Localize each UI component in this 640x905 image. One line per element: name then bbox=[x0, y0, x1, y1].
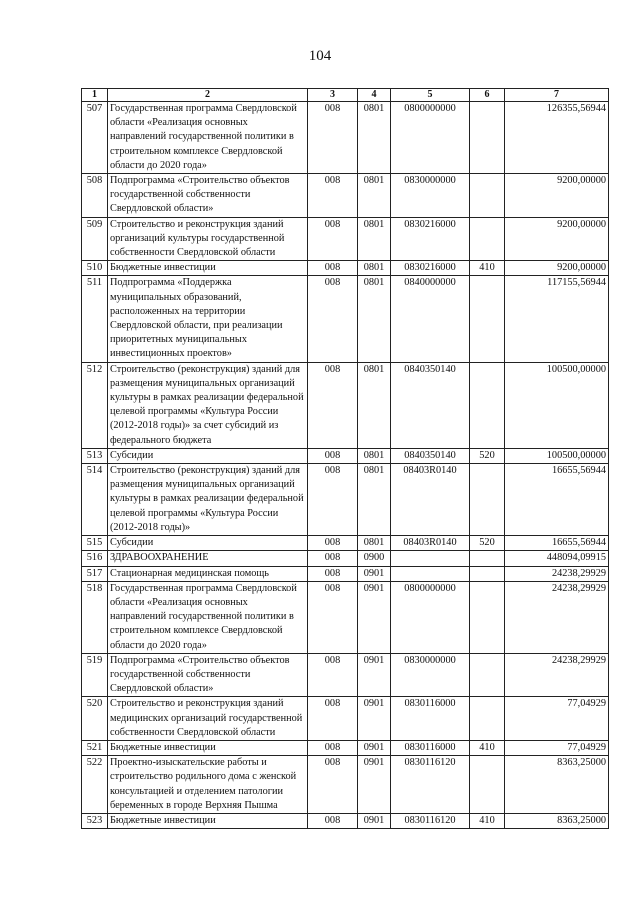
row-name: Бюджетные инвестиции bbox=[108, 813, 308, 828]
expense-type-code bbox=[470, 551, 505, 566]
table-row bbox=[82, 653, 609, 697]
table-row bbox=[82, 581, 609, 653]
row-name: Строительство и реконструкция зданий медицинских организаций государственной собственности Свердловской области bbox=[108, 697, 308, 741]
section-code: 0901 bbox=[358, 581, 391, 653]
amount: 9200,00000 bbox=[505, 261, 609, 276]
expense-type-code bbox=[470, 276, 505, 362]
row-name: Бюджетные инвестиции bbox=[108, 261, 308, 276]
ministry-code: 008 bbox=[308, 813, 358, 828]
amount: 8363,25000 bbox=[505, 813, 609, 828]
column-header: 4 bbox=[358, 89, 391, 102]
target-article-code: 0830116120 bbox=[391, 813, 470, 828]
column-header: 5 bbox=[391, 89, 470, 102]
table-body bbox=[82, 102, 609, 829]
row-number: 523 bbox=[82, 813, 108, 828]
amount: 24238,29929 bbox=[505, 566, 609, 581]
row-name: Бюджетные инвестиции bbox=[108, 740, 308, 755]
amount: 8363,25000 bbox=[505, 756, 609, 814]
target-article-code bbox=[391, 566, 470, 581]
table-row bbox=[82, 551, 609, 566]
amount: 126355,56944 bbox=[505, 102, 609, 174]
section-code: 0801 bbox=[358, 276, 391, 362]
expense-type-code bbox=[470, 697, 505, 741]
expense-type-code: 410 bbox=[470, 813, 505, 828]
target-article-code: 0840350140 bbox=[391, 448, 470, 463]
budget-table bbox=[81, 88, 609, 829]
expense-type-code: 410 bbox=[470, 261, 505, 276]
ministry-code: 008 bbox=[308, 740, 358, 755]
table-row bbox=[82, 217, 609, 261]
row-number: 514 bbox=[82, 464, 108, 536]
row-name: Государственная программа Свердловской области «Реализация основных направлений государственной политики в строительном комплексе Свердловской области до 2020 года» bbox=[108, 102, 308, 174]
expense-type-code bbox=[470, 756, 505, 814]
row-number: 512 bbox=[82, 362, 108, 448]
table-row bbox=[82, 536, 609, 551]
column-header: 6 bbox=[470, 89, 505, 102]
table-header bbox=[82, 89, 609, 102]
section-code: 0801 bbox=[358, 261, 391, 276]
amount: 16655,56944 bbox=[505, 464, 609, 536]
target-article-code: 0840350140 bbox=[391, 362, 470, 448]
column-header: 7 bbox=[505, 89, 609, 102]
row-name: Проектно-изыскательские работы и строительство родильного дома с женской консультацией и отделением патологии беременных в городе Верхняя Пышма bbox=[108, 756, 308, 814]
row-number: 509 bbox=[82, 217, 108, 261]
row-number: 508 bbox=[82, 174, 108, 218]
target-article-code: 08403R0140 bbox=[391, 536, 470, 551]
column-header: 1 bbox=[82, 89, 108, 102]
section-code: 0901 bbox=[358, 756, 391, 814]
expense-type-code bbox=[470, 362, 505, 448]
table-row bbox=[82, 362, 609, 448]
table-row bbox=[82, 102, 609, 174]
row-number: 518 bbox=[82, 581, 108, 653]
section-code: 0901 bbox=[358, 697, 391, 741]
expense-type-code bbox=[470, 217, 505, 261]
section-code: 0801 bbox=[358, 174, 391, 218]
amount: 24238,29929 bbox=[505, 581, 609, 653]
amount: 100500,00000 bbox=[505, 448, 609, 463]
ministry-code: 008 bbox=[308, 261, 358, 276]
header-row bbox=[82, 89, 609, 102]
expense-type-code bbox=[470, 174, 505, 218]
row-number: 519 bbox=[82, 653, 108, 697]
expense-type-code bbox=[470, 566, 505, 581]
target-article-code: 0830000000 bbox=[391, 653, 470, 697]
row-number: 520 bbox=[82, 697, 108, 741]
row-number: 511 bbox=[82, 276, 108, 362]
column-header: 3 bbox=[308, 89, 358, 102]
expense-type-code: 520 bbox=[470, 448, 505, 463]
table-row bbox=[82, 697, 609, 741]
target-article-code: 0800000000 bbox=[391, 102, 470, 174]
section-code: 0801 bbox=[358, 464, 391, 536]
ministry-code: 008 bbox=[308, 536, 358, 551]
row-name: Подпрограмма «Поддержка муниципальных образований, расположенных на территории Свердловской области, при реализации приоритетных муниципальных инвестиционных проектов» bbox=[108, 276, 308, 362]
row-number: 516 bbox=[82, 551, 108, 566]
target-article-code: 0830216000 bbox=[391, 217, 470, 261]
target-article-code: 0830116120 bbox=[391, 756, 470, 814]
row-number: 513 bbox=[82, 448, 108, 463]
table-row bbox=[82, 276, 609, 362]
ministry-code: 008 bbox=[308, 566, 358, 581]
table-row bbox=[82, 813, 609, 828]
ministry-code: 008 bbox=[308, 448, 358, 463]
ministry-code: 008 bbox=[308, 653, 358, 697]
row-name: ЗДРАВООХРАНЕНИЕ bbox=[108, 551, 308, 566]
table-row bbox=[82, 566, 609, 581]
ministry-code: 008 bbox=[308, 174, 358, 218]
amount: 9200,00000 bbox=[505, 174, 609, 218]
target-article-code: 0800000000 bbox=[391, 581, 470, 653]
section-code: 0901 bbox=[358, 813, 391, 828]
ministry-code: 008 bbox=[308, 756, 358, 814]
expense-type-code bbox=[470, 581, 505, 653]
expense-type-code: 520 bbox=[470, 536, 505, 551]
amount: 448094,09915 bbox=[505, 551, 609, 566]
section-code: 0901 bbox=[358, 566, 391, 581]
ministry-code: 008 bbox=[308, 551, 358, 566]
row-name: Строительство (реконструкция) зданий для размещения муниципальных организаций культуры в рамках реализации федеральной целевой программы «Культура России (2012-2018 годы)» за счет субсидий из федерального бюджета bbox=[108, 362, 308, 448]
row-number: 517 bbox=[82, 566, 108, 581]
target-article-code: 0840000000 bbox=[391, 276, 470, 362]
amount: 77,04929 bbox=[505, 697, 609, 741]
expense-type-code bbox=[470, 102, 505, 174]
table-row bbox=[82, 756, 609, 814]
expense-type-code: 410 bbox=[470, 740, 505, 755]
section-code: 0900 bbox=[358, 551, 391, 566]
row-name: Стационарная медицинская помощь bbox=[108, 566, 308, 581]
ministry-code: 008 bbox=[308, 464, 358, 536]
section-code: 0801 bbox=[358, 217, 391, 261]
section-code: 0801 bbox=[358, 536, 391, 551]
row-name: Субсидии bbox=[108, 448, 308, 463]
row-name: Государственная программа Свердловской области «Реализация основных направлений государственной политики в строительном комплексе Свердловской области до 2020 года» bbox=[108, 581, 308, 653]
table-row bbox=[82, 174, 609, 218]
table-row bbox=[82, 740, 609, 755]
row-number: 510 bbox=[82, 261, 108, 276]
table-row bbox=[82, 464, 609, 536]
amount: 100500,00000 bbox=[505, 362, 609, 448]
expense-type-code bbox=[470, 653, 505, 697]
expense-type-code bbox=[470, 464, 505, 536]
target-article-code: 0830216000 bbox=[391, 261, 470, 276]
section-code: 0801 bbox=[358, 102, 391, 174]
row-name: Подпрограмма «Строительство объектов государственной собственности Свердловской области» bbox=[108, 653, 308, 697]
section-code: 0901 bbox=[358, 653, 391, 697]
table-row bbox=[82, 448, 609, 463]
row-number: 521 bbox=[82, 740, 108, 755]
row-number: 522 bbox=[82, 756, 108, 814]
ministry-code: 008 bbox=[308, 697, 358, 741]
row-number: 507 bbox=[82, 102, 108, 174]
ministry-code: 008 bbox=[308, 217, 358, 261]
amount: 24238,29929 bbox=[505, 653, 609, 697]
section-code: 0901 bbox=[358, 740, 391, 755]
row-name: Строительство (реконструкция) зданий для размещения муниципальных организаций культуры в рамках реализации федеральной целевой программы «Культура России (2012-2018 годы)» bbox=[108, 464, 308, 536]
ministry-code: 008 bbox=[308, 276, 358, 362]
ministry-code: 008 bbox=[308, 102, 358, 174]
row-name: Строительство и реконструкция зданий организаций культуры государственной собственности Свердловской области bbox=[108, 217, 308, 261]
row-name: Подпрограмма «Строительство объектов государственной собственности Свердловской области» bbox=[108, 174, 308, 218]
page-number: 104 bbox=[308, 48, 332, 64]
column-header: 2 bbox=[108, 89, 308, 102]
section-code: 0801 bbox=[358, 362, 391, 448]
row-number: 515 bbox=[82, 536, 108, 551]
section-code: 0801 bbox=[358, 448, 391, 463]
target-article-code: 0830000000 bbox=[391, 174, 470, 218]
ministry-code: 008 bbox=[308, 362, 358, 448]
amount: 77,04929 bbox=[505, 740, 609, 755]
row-name: Субсидии bbox=[108, 536, 308, 551]
amount: 9200,00000 bbox=[505, 217, 609, 261]
table-row bbox=[82, 261, 609, 276]
amount: 16655,56944 bbox=[505, 536, 609, 551]
ministry-code: 008 bbox=[308, 581, 358, 653]
target-article-code: 08403R0140 bbox=[391, 464, 470, 536]
target-article-code: 0830116000 bbox=[391, 697, 470, 741]
target-article-code bbox=[391, 551, 470, 566]
amount: 117155,56944 bbox=[505, 276, 609, 362]
target-article-code: 0830116000 bbox=[391, 740, 470, 755]
